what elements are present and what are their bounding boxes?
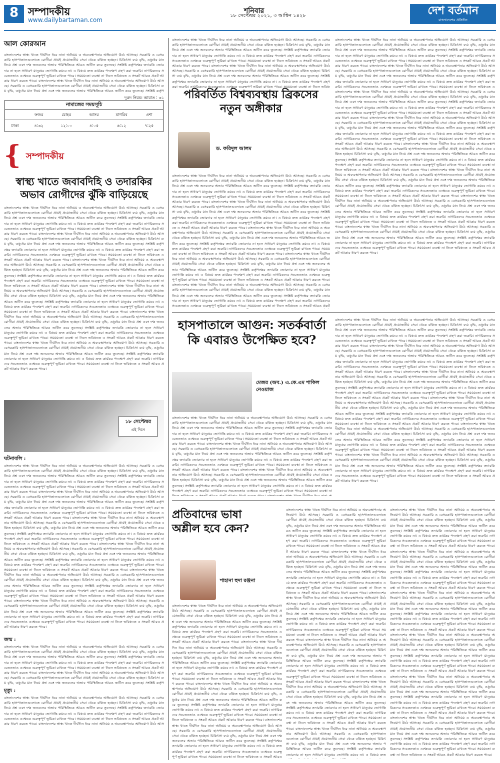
history-sub: এই দিনে: [131, 427, 145, 432]
header-day: শনিবার: [244, 6, 265, 15]
article1-body-2: বাংলাদেশের স্বাস্থ্য খাতে দীর্ঘদিন ধরে নানা অনিয়ম ও অব্যবস্থাপনার অভিযোগ উঠে আসছে। সরকারি ও বেসরকারি হাসপাতালগুলোতে রোগীরা প্রায়ই প্রয়োজনীয় সেবা থেকে বঞ্চিত হচ্ছেন। চিকিৎসা ব্যয় বৃদ্ধি, ওষুধের মান নিয়ে প্রশ্ন এবং দক্ষ জনবলের অভাব পরিস্থিতিকে আরও জটিল করে তুলেছে। সংশ্লিষ্ট কর্তৃপক্ষের তদারকি জোরদার না হলে সাধারণ মানুষের ভোগান্তি কমবে না। এ বিষয়ে দ্রুত কার্যকর পদক্ষেপ গ্রহণ করা জরুরি। নাগরিকদের সচেতনতাও এক্ষেত্রে গুরুত্বপূর্ণ ভূমিকা রাখতে পারে। সময়মতো ব্যবস্থা না নিলে ভবিষ্যতে এ সংকট আরও প্রকট আকার ধারণ করতে পারে। বাংলাদেশের স্বাস্থ্য খাতে দীর্ঘদিন ধরে নানা অনিয়ম ও অব্যবস্থাপনার অভিযোগ উঠে আসছে। সরকারি ও বেসরকারি হাসপাতালগুলোতে রোগীরা প্রায়ই প্রয়োজনীয় সেবা থেকে বঞ্চিত হচ্ছেন। চিকিৎসা ব্যয় বৃদ্ধি, ওষুধের মান নিয়ে প্রশ্ন এবং দক্ষ জনবলের অভাব পরিস্থিতিকে আরও জটিল করে তুলেছে। সংশ্লিষ্ট কর্তৃপক্ষের তদারকি জোরদার না হলে সাধারণ মানুষের ভোগান্তি কমবে না। এ বিষয়ে দ্রুত কার্যকর পদক্ষেপ গ্রহণ করা জরুরি। নাগরিকদের সচেতনতাও এক্ষেত্রে গুরুত্বপূর্ণ ভূমিকা রাখতে পারে। সময়মতো ব্যবস্থা না নিলে ভবিষ্যতে এ সংকট আরও প্রকট আকার ধারণ করতে পারে। বাংলাদেশের স্বাস্থ্য খাতে দীর্ঘদিন ধরে নানা অনিয়ম ও অব্যবস্থাপনার অভিযোগ উঠে আসছে। সরকারি ও বেসরকারি হাসপাতালগুলোতে রোগীরা প্রায়ই প্রয়োজনীয় সেবা থেকে বঞ্চিত হচ্ছেন। চিকিৎসা ব্যয় বৃদ্ধি, ওষুধের মান নিয়ে প্রশ্ন এবং দক্ষ জনবলের অভাব পরিস্থিতিকে আরও জটিল করে তুলেছে। সংশ্লিষ্ট কর্তৃপক্ষের তদারকি জোরদার না হলে সাধারণ মানুষের ভোগান্তি কমবে না। এ বিষয়ে দ্রুত কার্যকর পদক্ষেপ গ্রহণ করা জরুরি। নাগরিকদের সচেতনতাও এক্ষেত্রে গুরুত্বপূর্ণ ভূমিকা রাখতে পারে। সময়মতো ব্যবস্থা না নিলে ভবিষ্যতে এ সংকট আরও প্রকট আকার ধারণ করতে পারে। বাংলাদেশের স্বাস্থ্য খাতে দীর্ঘদিন ধরে নানা অনিয়ম ও অব্যবস্থাপনার অভিযোগ উঠে আসছে। সরকারি ও বেসরকারি হাসপাতালগুলোতে রোগীরা প্রায়ই প্রয়োজনীয় সেবা থেকে বঞ্চিত হচ্ছেন। চিকিৎসা ব্যয় বৃদ্ধি, ওষুধের মান নিয়ে প্রশ্ন এবং দক্ষ জনবলের অভাব পরিস্থিতিকে আরও জটিল করে তুলেছে। সংশ্লিষ্ট কর্তৃপক্ষের তদারকি জোরদার না হলে সাধারণ মানুষের ভোগান্তি কমবে না। এ বিষয়ে দ্রুত কার্যকর পদক্ষেপ গ্রহণ করা জরুরি। নাগরিকদের সচেতনতাও এক্ষেত্রে গুরুত্বপূর্ণ ভূমিকা রাখতে পারে। সময়মতো ব্যবস্থা না নিলে ভবিষ্যতে এ সংকট আরও প্রকট আকার ধারণ করতে পারে। বাংলাদেশের স্বাস্থ্য খাতে দীর্ঘদিন ধরে নানা অনিয়ম ও অব্যবস্থাপনার অভিযোগ উঠে আসছে। সরকারি ও বেসরকারি হাসপাতালগুলোতে রোগীরা প্রায়ই প্রয়োজনীয় সেবা থেকে বঞ্চিত হচ্ছেন। চিকিৎসা ব্যয় বৃদ্ধি, ওষুধের মান নিয়ে প্রশ্ন এবং দক্ষ জনবলের অভাব পরিস্থিতিকে আরও জটিল করে তুলেছে। সংশ্লিষ্ট কর্তৃপক্ষের তদারকি জোরদার না হলে সাধারণ মানুষের ভোগান্তি কমবে না। এ বিষয়ে দ্রুত কার্যকর পদক্ষেপ গ্রহণ করা জরুরি। নাগরিকদের সচেতনতাও এক্ষেত্রে গুরুত্বপূর্ণ ভূমিকা রাখতে পারে। সময়মতো ব্যবস্থা না নিলে ভবিষ্যতে এ সংকট আরও প্রকট আকার ধারণ করতে পারে। বাংলাদেশের স্বাস্থ্য খাতে দীর্ঘদিন ধরে নানা অনিয়ম ও অব্যবস্থাপনার অভিযোগ উঠে আসছে। সরকারি ও বেসরকারি হাসপাতালগুলোতে রোগীরা প্রায়ই প্রয়োজনীয় সেবা থেকে বঞ্চিত হচ্ছেন। চিকিৎসা ব্যয় বৃদ্ধি, ওষুধের মান নিয়ে প্রশ্ন এবং দক্ষ জনবলের অভাব পরিস্থিতিকে আরও জটিল করে তুলেছে। সংশ্লিষ্ট কর্তৃপক্ষের তদারকি জোরদার না হলে সাধারণ মানুষের ভোগান্তি কমবে না। এ বিষয়ে দ্রুত কার্যকর পদক্ষেপ গ্রহণ করা জরুরি। নাগরিকদের সচেতনতাও এক্ষেত্রে গুরুত্বপূর্ণ ভূমিকা রাখতে পারে। সময়মতো ব্যবস্থা না নিলে ভবিষ্যতে এ সংকট আরও প্রকট আকার ধারণ করতে পারে।: [335, 90, 495, 256]
article3-body-2: বাংলাদেশের স্বাস্থ্য খাতে দীর্ঘদিন ধরে নানা অনিয়ম ও অব্যবস্থাপনার অভিযোগ উঠে আসছে। সরকারি ও বেসরকারি হাসপাতালগুলোতে রোগীরা প্রায়ই প্রয়োজনীয় সেবা থেকে বঞ্চিত হচ্ছেন। চিকিৎসা ব্যয় বৃদ্ধি, ওষুধের মান নিয়ে প্রশ্ন এবং দক্ষ জনবলের অভাব পরিস্থিতিকে আরও জটিল করে তুলেছে। সংশ্লিষ্ট কর্তৃপক্ষের তদারকি জোরদার না হলে সাধারণ মানুষের ভোগান্তি কমবে না। এ বিষয়ে দ্রুত কার্যকর পদক্ষেপ গ্রহণ করা জরুরি। নাগরিকদের সচেতনতাও এক্ষেত্রে গুরুত্বপূর্ণ ভূমিকা রাখতে পারে। সময়মতো ব্যবস্থা না নিলে ভবিষ্যতে এ সংকট আরও প্রকট আকার ধারণ করতে পারে। বাংলাদেশের স্বাস্থ্য খাতে দীর্ঘদিন ধরে নানা অনিয়ম ও অব্যবস্থাপনার অভিযোগ উঠে আসছে। সরকারি ও বেসরকারি হাসপাতালগুলোতে রোগীরা প্রায়ই প্রয়োজনীয় সেবা থেকে বঞ্চিত হচ্ছেন। চিকিৎসা ব্যয় বৃদ্ধি, ওষুধের মান নিয়ে প্রশ্ন এবং দক্ষ জনবলের অভাব পরিস্থিতিকে আরও জটিল করে তুলেছে। সংশ্লিষ্ট কর্তৃপক্ষের তদারকি জোরদার না হলে সাধারণ মানুষের ভোগান্তি কমবে না। এ বিষয়ে দ্রুত কার্যকর পদক্ষেপ গ্রহণ করা জরুরি। নাগরিকদের সচেতনতাও এক্ষেত্রে গুরুত্বপূর্ণ ভূমিকা রাখতে পারে। সময়মতো ব্যবস্থা না নিলে ভবিষ্যতে এ সংকট আরও প্রকট আকার ধারণ করতে পারে। বাংলাদেশের স্বাস্থ্য খাতে দীর্ঘদিন ধরে নানা অনিয়ম ও অব্যবস্থাপনার অভিযোগ উঠে আসছে। সরকারি ও বেসরকারি হাসপাতালগুলোতে রোগীরা প্রায়ই প্রয়োজনীয় সেবা থেকে বঞ্চিত হচ্ছেন। চিকিৎসা ব্যয় বৃদ্ধি, ওষুধের মান নিয়ে প্রশ্ন এবং দক্ষ জনবলের অভাব পরিস্থিতিকে আরও জটিল করে তুলেছে। সংশ্লিষ্ট কর্তৃপক্ষের তদারকি জোরদার না হলে সাধারণ মানুষের ভোগান্তি কমবে না। এ বিষয়ে দ্রুত কার্যকর পদক্ষেপ গ্রহণ করা জরুরি। নাগরিকদের সচেতনতাও এক্ষেত্রে গুরুত্বপূর্ণ ভূমিকা রাখতে পারে। সময়মতো ব্যবস্থা না নিলে ভবিষ্যতে এ সংকট আরও প্রকট আকার ধারণ করতে পারে। বাংলাদেশের স্বাস্থ্য খাতে দীর্ঘদিন ধরে নানা অনিয়ম ও অব্যবস্থাপনার অভিযোগ উঠে আসছে। সরকারি ও বেসরকারি হাসপাতালগুলোতে রোগীরা প্রায়ই প্রয়োজনীয় সেবা থেকে বঞ্চিত হচ্ছেন। চিকিৎসা ব্যয় বৃদ্ধি, ওষুধের মান নিয়ে প্রশ্ন এবং দক্ষ জনবলের অভাব পরিস্থিতিকে আরও জটিল করে তুলেছে। সংশ্লিষ্ট কর্তৃপক্ষের তদারকি জোরদার না হলে সাধারণ মানুষের ভোগান্তি কমবে না। এ বিষয়ে দ্রুত কার্যকর পদক্ষেপ গ্রহণ করা জরুরি। নাগরিকদের সচেতনতাও এক্ষেত্রে গুরুত্বপূর্ণ ভূমিকা রাখতে পারে। সময়মতো ব্যবস্থা না নিলে ভবিষ্যতে এ সংকট আরও প্রকট আকার ধারণ করতে পারে। বাংলাদেশের স্বাস্থ্য খাতে দীর্ঘদিন ধরে নানা অনিয়ম ও অব্যবস্থাপনার অভিযোগ উঠে আসছে। সরকারি ও বেসরকারি হাসপাতালগুলোতে রোগীরা প্রায়ই প্রয়োজনীয় সেবা থেকে বঞ্চিত হচ্ছেন। চিকিৎসা ব্যয় বৃদ্ধি, ওষুধের মান নিয়ে প্রশ্ন এবং দক্ষ জনবলের অভাব পরিস্থিতিকে আরও জটিল করে তুলেছে। সংশ্লিষ্ট কর্তৃপক্ষের তদারকি জোরদার না হলে সাধারণ মানুষের ভোগান্তি কমবে না। এ বিষয়ে দ্রুত কার্যকর পদক্ষেপ গ্রহণ করা জরুরি। নাগরিকদের সচেতনতাও এক্ষেত্রে গুরুত্বপূর্ণ ভূমিকা রাখতে পারে। সময়মতো ব্যবস্থা না নিলে ভবিষ্যতে এ সংকট আরও প্রকট আকার ধারণ করতে পারে। বাংলাদেশের স্বাস্থ্য খাতে দীর্ঘদিন ধরে নানা অনিয়ম ও অব্যবস্থাপনার অভিযোগ উঠে আসছে। সরকারি ও বেসরকারি হাসপাতালগুলোতে রোগীরা প্রায়ই প্রয়োজনীয় সেবা থেকে বঞ্চিত হচ্ছেন। চিকিৎসা ব্যয় বৃদ্ধি, ওষুধের মান নিয়ে প্রশ্ন এবং দক্ষ জনবলের অভাব পরিস্থিতিকে আরও জটিল করে তুলেছে। সংশ্লিষ্ট কর্তৃপক্ষের তদারকি জোরদার না হলে সাধারণ মানুষের ভোগান্তি কমবে না। এ বিষয়ে দ্রুত: [286, 508, 386, 757]
author-name: ড. ফরিদুল আলম: [216, 146, 252, 152]
article3-author-photo: [180, 560, 216, 600]
column-rule: [168, 38, 169, 760]
article-top-text-2: বাংলাদেশের স্বাস্থ্য খাতে দীর্ঘদিন ধরে নানা অনিয়ম ও অব্যবস্থাপনার অভিযোগ উঠে আসছে। সরকারি ও বেসরকারি হাসপাতালগুলোতে রোগীরা প্রায়ই প্রয়োজনীয় সেবা থেকে বঞ্চিত হচ্ছেন। চিকিৎসা ব্যয় বৃদ্ধি, ওষুধের মান নিয়ে প্রশ্ন এবং দক্ষ জনবলের অভাব পরিস্থিতিকে আরও জটিল করে তুলেছে। সংশ্লিষ্ট কর্তৃপক্ষের তদারকি জোরদার না হলে সাধারণ মানুষের ভোগান্তি কমবে না। এ বিষয়ে দ্রুত কার্যকর পদক্ষেপ গ্রহণ করা জরুরি। নাগরিকদের সচেতনতাও এক্ষেত্রে গুরুত্বপূর্ণ ভূমিকা রাখতে পারে। সময়মতো ব্যবস্থা না নিলে ভবিষ্যতে এ সংকট আরও প্রকট আকার ধারণ করতে পারে। বাংলাদেশের স্বাস্থ্য খাতে দীর্ঘদিন ধরে নানা অনিয়ম ও অব্যবস্থাপনার অভিযোগ উঠে আসছে। সরকারি ও বেসরকারি হাসপাতালগুলোতে রোগীরা প্রায়ই প্রয়োজনীয় সেবা থেকে বঞ্চিত হচ্ছেন। চিকিৎসা ব্যয় বৃদ্ধি, ওষুধের মান নিয়ে প্রশ্ন এবং দক্ষ জনবলের অভাব পরিস্থিতিকে আরও জটিল করে তুলেছে। সংশ্লিষ্ট কর্তৃপক্ষের তদারকি জোরদার না হলে সাধারণ মানুষের ভোগান্তি কমবে না। এ বিষয়ে দ্রুত কার্যকর পদক্ষেপ গ্রহণ করা জরুরি। নাগরিকদের সচেতনতাও এক্ষেত্রে গুরুত্বপূর্ণ ভূমিকা রাখতে পারে। সময়মতো ব্যবস্থা না নিলে ভবিষ্যতে এ: [335, 38, 495, 88]
website-link[interactable]: www.dailybartaman.com: [28, 17, 103, 24]
prayer-header: যোহর: [61, 112, 72, 117]
article2-body-2: বাংলাদেশের স্বাস্থ্য খাতে দীর্ঘদিন ধরে নানা অনিয়ম ও অব্যবস্থাপনার অভিযোগ উঠে আসছে। সরকারি ও বেসরকারি হাসপাতালগুলোতে রোগীরা প্রায়ই প্রয়োজনীয় সেবা থেকে বঞ্চিত হচ্ছেন। চিকিৎসা ব্যয় বৃদ্ধি, ওষুধের মান নিয়ে প্রশ্ন এবং দক্ষ জনবলের অভাব পরিস্থিতিকে আরও জটিল করে তুলেছে। সংশ্লিষ্ট কর্তৃপক্ষের তদারকি জোরদার না হলে সাধারণ মানুষের ভোগান্তি কমবে না। এ বিষয়ে দ্রুত কার্যকর পদক্ষেপ গ্রহণ করা জরুরি। নাগরিকদের সচেতনতাও এক্ষেত্রে গুরুত্বপূর্ণ ভূমিকা রাখতে পারে। সময়মতো ব্যবস্থা না নিলে ভবিষ্যতে এ সংকট আরও প্রকট আকার ধারণ করতে পারে। বাংলাদেশের স্বাস্থ্য খাতে দীর্ঘদিন ধরে নানা অনিয়ম ও অব্যবস্থাপনার অভিযোগ উঠে আসছে। সরকারি ও বেসরকারি হাসপাতালগুলোতে রোগীরা প্রায়ই প্রয়োজনীয় সেবা থেকে বঞ্চিত হচ্ছেন। চিকিৎসা ব্যয় বৃদ্ধি, ওষুধের মান নিয়ে প্রশ্ন এবং দক্ষ জনবলের অভাব পরিস্থিতিকে আরও জটিল করে তুলেছে। সংশ্লিষ্ট কর্তৃপক্ষের তদারকি জোরদার না হলে সাধারণ মানুষের ভোগান্তি কমবে না। এ বিষয়ে দ্রুত কার্যকর পদক্ষেপ গ্রহণ করা জরুরি। নাগরিকদের সচেতনতাও এক্ষেত্রে গুরুত্বপূর্ণ ভূমিকা রাখতে পারে। সময়মতো ব্যবস্থা না নিলে ভবিষ্যতে এ সংকট আরও প্রকট আকার ধারণ করতে পারে। বাংলাদেশের স্বাস্থ্য খাতে দীর্ঘদিন ধরে নানা অনিয়ম ও অব্যবস্থাপনার অভিযোগ উঠে আসছে। সরকারি ও বেসরকারি হাসপাতালগুলোতে রোগীরা প্রায়ই প্রয়োজনীয় সেবা থেকে বঞ্চিত হচ্ছেন। চিকিৎসা ব্যয় বৃদ্ধি, ওষুধের মান নিয়ে প্রশ্ন এবং দক্ষ জনবলের অভাব পরিস্থিতিকে আরও জটিল করে তুলেছে। সংশ্লিষ্ট কর্তৃপক্ষের তদারকি জোরদার না হলে সাধারণ মানুষের ভোগান্তি কমবে না। এ বিষয়ে দ্রুত কার্যকর পদক্ষেপ গ্রহণ করা জরুরি। নাগরিকদের সচেতনতাও এক্ষেত্রে গুরুত্বপূর্ণ ভূমিকা রাখতে পারে। সময়মতো ব্যবস্থা না নিলে ভবিষ্যতে এ সংকট আরও প্রকট আকার ধারণ করতে পারে। বাংলাদেশের স্বাস্থ্য খাতে দীর্ঘদিন ধরে নানা অনিয়ম ও অব্যবস্থাপনার অভিযোগ উঠে আসছে। সরকারি ও বেসরকারি হাসপাতালগুলোতে রোগীরা প্রায়ই প্রয়োজনীয় সেবা থেকে বঞ্চিত হচ্ছেন। চিকিৎসা ব্যয় বৃদ্ধি, ওষুধের মান নিয়ে প্রশ্ন এবং দক্ষ জনবলের অভাব পরিস্থিতিকে আরও জটিল করে তুলেছে। সংশ্লিষ্ট কর্তৃপক্ষের তদারকি জোরদার না হলে সাধারণ মানুষের ভোগান্তি কমবে না। এ বিষয়ে দ্রুত কার্যকর পদক্ষেপ গ্রহণ করা জরুরি। নাগরিকদের সচেতনতাও এক্ষেত্রে গুরুত্বপূর্ণ ভূমিকা রাখতে পারে। সময়মতো ব্যবস্থা না নিলে ভবিষ্যতে এ সংকট আরও প্রকট আকার ধারণ করতে পারে। বাংলাদেশের স্বাস্থ্য খাতে দীর্ঘদিন ধরে নানা অনিয়ম ও অব্যবস্থাপনার অভিযোগ উঠে আসছে। সরকারি ও বেসরকারি হাসপাতালগুলোতে রোগীরা প্রায়ই প্রয়োজনীয় সেবা থেকে বঞ্চিত হচ্ছেন। চিকিৎসা ব্যয় বৃদ্ধি, ওষুধের মান নিয়ে প্রশ্ন এবং দক্ষ জনবলের অভাব পরিস্থিতিকে আরও জটিল করে তুলেছে। সংশ্লিষ্ট কর্তৃপক্ষের তদারকি জোরদার না হলে সাধারণ মানুষের ভোগান্তি কমবে না। এ বিষয়ে দ্রুত কার্যকর পদক্ষেপ গ্রহণ করা জরুরি। নাগরিকদের সচেতনতাও এক্ষেত্রে গুরুত্বপূর্ণ ভূমিকা রাখতে পারে। সময়মতো ব্যবস্থা না নিলে ভবিষ্যতে এ সংকট আরও প্রকট আকার ধারণ করতে পারে। বাংলাদেশের স্বাস্থ্য খাতে দীর্ঘদিন ধরে নানা অনিয়ম ও অব্যবস্থাপনার অভিযোগ উঠে আসছে। সরকারি ও বেসরকারি হাসপাতালগুলোতে রোগীরা প্রায়ই প্রয়োজনীয় সেবা থেকে বঞ্চিত হচ্ছেন। চিকিৎসা ব্যয় বৃদ্ধি, ওষুধের মান নিয়ে প্রশ্ন এবং দক্ষ জনবলের অভাব পরিস্থিতিকে আরও জটিল করে তুলেছে। সংশ্লিষ্ট কর্তৃপক্ষের তদারকি জোরদার না হলে সাধারণ মানুষের ভোগান্তি কমবে না। এ বিষয়ে দ্রুত কার্যকর পদক্ষেপ গ্রহণ করা জরুরি। নাগরিকদের সচেতনতাও এক্ষেত্রে গুরুত্বপূর্ণ ভূমিকা রাখতে পারে। সময়মতো ব্যবস্থা না নিলে ভবিষ্যতে এ সংকট আরও প্রকট আকার ধারণ করতে পারে।: [335, 318, 495, 484]
article3-body: বাংলাদেশের স্বাস্থ্য খাতে দীর্ঘদিন ধরে নানা অনিয়ম ও অব্যবস্থাপনার অভিযোগ উঠে আসছে। সরকারি ও বেসরকারি হাসপাতালগুলোতে রোগীরা প্রায়ই প্রয়োজনীয় সেবা থেকে বঞ্চিত হচ্ছেন। চিকিৎসা ব্যয় বৃদ্ধি, ওষুধের মান নিয়ে প্রশ্ন এবং দক্ষ জনবলের অভাব পরিস্থিতিকে আরও জটিল করে তুলেছে। সংশ্লিষ্ট কর্তৃপক্ষের তদারকি জোরদার না হলে সাধারণ মানুষের ভোগান্তি কমবে না। এ বিষয়ে দ্রুত কার্যকর পদক্ষেপ গ্রহণ করা জরুরি। নাগরিকদের সচেতনতাও এক্ষেত্রে গুরুত্বপূর্ণ ভূমিকা রাখতে পারে। সময়মতো ব্যবস্থা না নিলে ভবিষ্যতে এ সংকট আরও প্রকট আকার ধারণ করতে পারে। বাংলাদেশের স্বাস্থ্য খাতে দীর্ঘদিন ধরে নানা অনিয়ম ও অব্যবস্থাপনার অভিযোগ উঠে আসছে। সরকারি ও বেসরকারি হাসপাতালগুলোতে রোগীরা প্রায়ই প্রয়োজনীয় সেবা থেকে বঞ্চিত হচ্ছেন। চিকিৎসা ব্যয় বৃদ্ধি, ওষুধের মান নিয়ে প্রশ্ন এবং দক্ষ জনবলের অভাব পরিস্থিতিকে আরও জটিল করে তুলেছে। সংশ্লিষ্ট কর্তৃপক্ষের তদারকি জোরদার না হলে সাধারণ মানুষের ভোগান্তি কমবে না। এ বিষয়ে দ্রুত কার্যকর পদক্ষেপ গ্রহণ করা জরুরি। নাগরিকদের সচেতনতাও এক্ষেত্রে গুরুত্বপূর্ণ ভূমিকা রাখতে পারে। সময়মতো ব্যবস্থা না নিলে ভবিষ্যতে এ সংকট আরও প্রকট আকার ধারণ করতে পারে। বাংলাদেশের স্বাস্থ্য খাতে দীর্ঘদিন ধরে নানা অনিয়ম ও অব্যবস্থাপনার অভিযোগ উঠে আসছে। সরকারি ও বেসরকারি হাসপাতালগুলোতে রোগীরা প্রায়ই প্রয়োজনীয় সেবা থেকে বঞ্চিত হচ্ছেন। চিকিৎসা ব্যয় বৃদ্ধি, ওষুধের মান নিয়ে প্রশ্ন এবং দক্ষ জনবলের অভাব পরিস্থিতিকে আরও জটিল করে তুলেছে। সংশ্লিষ্ট কর্তৃপক্ষের তদারকি জোরদার না হলে সাধারণ মানুষের ভোগান্তি কমবে না। এ বিষয়ে দ্রুত কার্যকর পদক্ষেপ গ্রহণ করা জরুরি। নাগরিকদের সচেতনতাও এক্ষেত্রে গুরুত্বপূর্ণ ভূমিকা রাখতে পারে। সময়মতো ব্যবস্থা না নিলে ভবিষ্যতে এ সংকট আরও প্রকট আকার ধারণ করতে পারে। বাংলাদেশের স্বাস্থ্য খাতে দীর্ঘদিন ধরে নানা অনিয়ম ও অব্যবস্থাপনার অভিযোগ উঠে আসছে। সরকারি ও বেসরকারি হাসপাতালগুলোতে রোগীরা প্রায়ই প্রয়োজনীয় সেবা থেকে বঞ্চিত হচ্ছেন। চিকিৎসা ব্যয় বৃদ্ধি, ওষুধের মান নিয়ে প্রশ্ন এবং দক্ষ জনবলের অভাব পরিস্থিতিকে আরও জটিল করে তুলেছে। সংশ্লিষ্ট কর্তৃপক্ষের তদারকি জোরদার না হলে সাধারণ মানুষের ভোগান্তি কমবে না। এ বিষয়ে দ্রুত কার্যকর পদক্ষেপ গ্রহণ করা জরুরি। নাগরিকদের সচেতনতাও এক্ষেত্রে গুরুত্বপূর্ণ ভূমিকা রাখতে পারে। সময়মতো ব্যবস্থা না নিলে ভবিষ্যতে এ সংকট আরও: [172, 604, 282, 759]
prayer-corner: [5, 110, 25, 119]
prayer-time: ৪:০৫: [89, 123, 99, 128]
prayer-header: মাগরিব: [115, 112, 128, 117]
section-title: সম্পাদকীয়: [28, 7, 71, 18]
article3-headline-box: [172, 508, 272, 558]
prayer-time: ৪:৩২: [34, 123, 44, 128]
calendar-banner: [4, 400, 164, 452]
article2-photo: [172, 372, 252, 412]
editorial-body: বাংলাদেশের স্বাস্থ্য খাতে দীর্ঘদিন ধরে নানা অনিয়ম ও অব্যবস্থাপনার অভিযোগ উঠে আসছে। সরকারি ও বেসরকারি হাসপাতালগুলোতে রোগীরা প্রায়ই প্রয়োজনীয় সেবা থেকে বঞ্চিত হচ্ছেন। চিকিৎসা ব্যয় বৃদ্ধি, ওষুধের মান নিয়ে প্রশ্ন এবং দক্ষ জনবলের অভাব পরিস্থিতিকে আরও জটিল করে তুলেছে। সংশ্লিষ্ট কর্তৃপক্ষের তদারকি জোরদার না হলে সাধারণ মানুষের ভোগান্তি কমবে না। এ বিষয়ে দ্রুত কার্যকর পদক্ষেপ গ্রহণ করা জরুরি। নাগরিকদের সচেতনতাও এক্ষেত্রে গুরুত্বপূর্ণ ভূমিকা রাখতে পারে। সময়মতো ব্যবস্থা না নিলে ভবিষ্যতে এ সংকট আরও প্রকট আকার ধারণ করতে পারে। বাংলাদেশের স্বাস্থ্য খাতে দীর্ঘদিন ধরে নানা অনিয়ম ও অব্যবস্থাপনার অভিযোগ উঠে আসছে। সরকারি ও বেসরকারি হাসপাতালগুলোতে রোগীরা প্রায়ই প্রয়োজনীয় সেবা থেকে বঞ্চিত হচ্ছেন। চিকিৎসা ব্যয় বৃদ্ধি, ওষুধের মান নিয়ে প্রশ্ন এবং দক্ষ জনবলের অভাব পরিস্থিতিকে আরও জটিল করে তুলেছে। সংশ্লিষ্ট কর্তৃপক্ষের তদারকি জোরদার না হলে সাধারণ মানুষের ভোগান্তি কমবে না। এ বিষয়ে দ্রুত কার্যকর পদক্ষেপ গ্রহণ করা জরুরি। নাগরিকদের সচেতনতাও এক্ষেত্রে গুরুত্বপূর্ণ ভূমিকা রাখতে পারে। সময়মতো ব্যবস্থা না নিলে ভবিষ্যতে এ সংকট আরও প্রকট আকার ধারণ করতে পারে। বাংলাদেশের স্বাস্থ্য খাতে দীর্ঘদিন ধরে নানা অনিয়ম ও অব্যবস্থাপনার অভিযোগ উঠে আসছে। সরকারি ও বেসরকারি হাসপাতালগুলোতে রোগীরা প্রায়ই প্রয়োজনীয় সেবা থেকে বঞ্চিত হচ্ছেন। চিকিৎসা ব্যয় বৃদ্ধি, ওষুধের মান নিয়ে প্রশ্ন এবং দক্ষ জনবলের অভাব পরিস্থিতিকে আরও জটিল করে তুলেছে। সংশ্লিষ্ট কর্তৃপক্ষের তদারকি জোরদার না হলে সাধারণ মানুষের ভোগান্তি কমবে না। এ বিষয়ে দ্রুত কার্যকর পদক্ষেপ গ্রহণ করা জরুরি। নাগরিকদের সচেতনতাও এক্ষেত্রে গুরুত্বপূর্ণ ভূমিকা রাখতে পারে। সময়মতো ব্যবস্থা না নিলে ভবিষ্যতে এ সংকট আরও প্রকট আকার ধারণ করতে পারে। বাংলাদেশের স্বাস্থ্য খাতে দীর্ঘদিন ধরে নানা অনিয়ম ও অব্যবস্থাপনার অভিযোগ উঠে আসছে। সরকারি ও বেসরকারি হাসপাতালগুলোতে রোগীরা প্রায়ই প্রয়োজনীয় সেবা থেকে বঞ্চিত হচ্ছেন। চিকিৎসা ব্যয় বৃদ্ধি, ওষুধের মান নিয়ে প্রশ্ন এবং দক্ষ জনবলের অভাব পরিস্থিতিকে আরও জটিল করে তুলেছে। সংশ্লিষ্ট কর্তৃপক্ষের তদারকি জোরদার না হলে সাধারণ মানুষের ভোগান্তি কমবে না। এ বিষয়ে দ্রুত কার্যকর পদক্ষেপ গ্রহণ করা জরুরি। নাগরিকদের সচেতনতাও এক্ষেত্রে গুরুত্বপূর্ণ ভূমিকা রাখতে পারে। সময়মতো ব্যবস্থা না নিলে ভবিষ্যতে এ সংকট আরও প্রকট আকার ধারণ করতে পারে। বাংলাদেশের স্বাস্থ্য খাতে দীর্ঘদিন ধরে নানা অনিয়ম ও অব্যবস্থাপনার অভিযোগ উঠে আসছে। সরকারি ও বেসরকারি হাসপাতালগুলোতে রোগীরা প্রায়ই প্রয়োজনীয় সেবা থেকে বঞ্চিত হচ্ছেন। চিকিৎসা ব্যয় বৃদ্ধি, ওষুধের মান নিয়ে প্রশ্ন এবং দক্ষ জনবলের অভাব পরিস্থিতিকে আরও জটিল করে তুলেছে। সংশ্লিষ্ট কর্তৃপক্ষের তদারকি জোরদার না হলে সাধারণ মানুষের ভোগান্তি কমবে না। এ বিষয়ে দ্রুত কার্যকর পদক্ষেপ গ্রহণ করা জরুরি। নাগরিকদের সচেতনতাও এক্ষেত্রে গুরুত্বপূর্ণ ভূমিকা রাখতে পারে। সময়মতো ব্যবস্থা না নিলে ভবিষ্যতে এ সংকট আরও প্রকট আকার ধারণ করতে পারে। বাংলাদেশের স্বাস্থ্য খাতে দীর্ঘদিন ধরে নানা অনিয়ম ও অব্যবস্থাপনার অভিযোগ উঠে আসছে। সরকারি ও বেসরকারি হাসপাতালগুলোতে রোগীরা প্রায়ই প্রয়োজনীয় সেবা থেকে বঞ্চিত হচ্ছেন। চিকিৎসা ব্যয় বৃদ্ধি, ওষুধের মান নিয়ে প্রশ্ন এবং দক্ষ জনবলের অভাব পরিস্থিতিকে আরও জটিল করে তুলেছে। সংশ্লিষ্ট কর্তৃপক্ষের তদারকি জোরদার না হলে সাধারণ মানুষের ভোগান্তি কমবে না। এ বিষয়ে দ্রুত কার্যকর পদক্ষেপ গ্রহণ করা জরুরি। নাগরিকদের সচেতনতাও এক্ষেত্রে গুরুত্বপূর্ণ ভূমিকা রাখতে পারে। সময়মতো ব্যবস্থা না নিলে ভবিষ্যতে এ সংকট আরও প্রকট আকার ধারণ করতে পারে।: [4, 206, 164, 372]
brand-logo: দেশ বর্তমান: [427, 4, 479, 17]
prayer-time: ৭:২৫: [144, 123, 154, 128]
header-date: ১৮ সেপ্টেম্বর ২০২১, ৩ আশ্বিন ১৪২৮: [230, 13, 306, 19]
article2-headline-box: [172, 318, 332, 368]
prayer-header: আসর: [89, 112, 99, 117]
calendar-tag: [118, 416, 158, 437]
history-date: ১৮ সেপ্টেম্বর: [125, 419, 151, 425]
history-sidebar: [4, 400, 164, 760]
prayer-time: ৬:১২: [117, 123, 127, 128]
brand-tagline: বাংলাদেশের প্রতিদিন: [438, 18, 468, 22]
article2-author: মেজর (অব.) এ.কে.এম শাকিল নেওয়াজ: [256, 380, 320, 393]
quote-title: আল কোরআন: [4, 39, 46, 48]
header-rule: [4, 30, 496, 31]
prayer-table: [4, 100, 164, 132]
prayer-header: এশা: [145, 112, 153, 117]
article3-body-3: বাংলাদেশের স্বাস্থ্য খাতে দীর্ঘদিন ধরে নানা অনিয়ম ও অব্যবস্থাপনার অভিযোগ উঠে আসছে। সরকারি ও বেসরকারি হাসপাতালগুলোতে রোগীরা প্রায়ই প্রয়োজনীয় সেবা থেকে বঞ্চিত হচ্ছেন। চিকিৎসা ব্যয় বৃদ্ধি, ওষুধের মান নিয়ে প্রশ্ন এবং দক্ষ জনবলের অভাব পরিস্থিতিকে আরও জটিল করে তুলেছে। সংশ্লিষ্ট কর্তৃপক্ষের তদারকি জোরদার না হলে সাধারণ মানুষের ভোগান্তি কমবে না। এ বিষয়ে দ্রুত কার্যকর পদক্ষেপ গ্রহণ করা জরুরি। নাগরিকদের সচেতনতাও এক্ষেত্রে গুরুত্বপূর্ণ ভূমিকা রাখতে পারে। সময়মতো ব্যবস্থা না নিলে ভবিষ্যতে এ সংকট আরও প্রকট আকার ধারণ করতে পারে। বাংলাদেশের স্বাস্থ্য খাতে দীর্ঘদিন ধরে নানা অনিয়ম ও অব্যবস্থাপনার অভিযোগ উঠে আসছে। সরকারি ও বেসরকারি হাসপাতালগুলোতে রোগীরা প্রায়ই প্রয়োজনীয় সেবা থেকে বঞ্চিত হচ্ছেন। চিকিৎসা ব্যয় বৃদ্ধি, ওষুধের মান নিয়ে প্রশ্ন এবং দক্ষ জনবলের অভাব পরিস্থিতিকে আরও জটিল করে তুলেছে। সংশ্লিষ্ট কর্তৃপক্ষের তদারকি জোরদার না হলে সাধারণ মানুষের ভোগান্তি কমবে না। এ বিষয়ে দ্রুত কার্যকর পদক্ষেপ গ্রহণ করা জরুরি। নাগরিকদের সচেতনতাও এক্ষেত্রে গুরুত্বপূর্ণ ভূমিকা রাখতে পারে। সময়মতো ব্যবস্থা না নিলে ভবিষ্যতে এ সংকট আরও প্রকট আকার ধারণ করতে পারে। বাংলাদেশের স্বাস্থ্য খাতে দীর্ঘদিন ধরে নানা অনিয়ম ও অব্যবস্থাপনার অভিযোগ উঠে আসছে। সরকারি ও বেসরকারি হাসপাতালগুলোতে রোগীরা প্রায়ই প্রয়োজনীয় সেবা থেকে বঞ্চিত হচ্ছেন। চিকিৎসা ব্যয় বৃদ্ধি, ওষুধের মান নিয়ে প্রশ্ন এবং দক্ষ জনবলের অভাব পরিস্থিতিকে আরও জটিল করে তুলেছে। সংশ্লিষ্ট কর্তৃপক্ষের তদারকি জোরদার না হলে সাধারণ মানুষের ভোগান্তি কমবে না। এ বিষয়ে দ্রুত কার্যকর পদক্ষেপ গ্রহণ করা জরুরি। নাগরিকদের সচেতনতাও এক্ষেত্রে গুরুত্বপূর্ণ ভূমিকা রাখতে পারে। সময়মতো ব্যবস্থা না নিলে ভবিষ্যতে এ সংকট আরও প্রকট আকার ধারণ করতে পারে। বাংলাদেশের স্বাস্থ্য খাতে দীর্ঘদিন ধরে নানা অনিয়ম ও অব্যবস্থাপনার অভিযোগ উঠে আসছে। সরকারি ও বেসরকারি হাসপাতালগুলোতে রোগীরা প্রায়ই প্রয়োজনীয় সেবা থেকে বঞ্চিত হচ্ছেন। চিকিৎসা ব্যয় বৃদ্ধি, ওষুধের মান নিয়ে প্রশ্ন এবং দক্ষ জনবলের অভাব পরিস্থিতিকে আরও জটিল করে তুলেছে। সংশ্লিষ্ট কর্তৃপক্ষের তদারকি জোরদার না হলে সাধারণ মানুষের ভোগান্তি কমবে না। এ বিষয়ে দ্রুত কার্যকর পদক্ষেপ গ্রহণ করা জরুরি। নাগরিকদের সচেতনতাও এক্ষেত্রে গুরুত্বপূর্ণ ভূমিকা রাখতে পারে। সময়মতো ব্যবস্থা না নিলে ভবিষ্যতে এ সংকট আরও প্রকট আকার ধারণ করতে পারে। বাংলাদেশের স্বাস্থ্য খাতে দীর্ঘদিন ধরে নানা অনিয়ম ও অব্যবস্থাপনার অভিযোগ উঠে আসছে। সরকারি ও বেসরকারি হাসপাতালগুলোতে রোগীরা প্রায়ই প্রয়োজনীয় সেবা থেকে বঞ্চিত হচ্ছেন। চিকিৎসা ব্যয় বৃদ্ধি, ওষুধের মান নিয়ে প্রশ্ন এবং দক্ষ জনবলের অভাব পরিস্থিতিকে আরও জটিল করে তুলেছে। সংশ্লিষ্ট কর্তৃপক্ষের তদারকি জোরদার না হলে সাধারণ মানুষের ভোগান্তি কমবে না। এ বিষয়ে দ্রুত কার্যকর পদক্ষেপ গ্রহণ করা জরুরি। নাগরিকদের সচেতনতাও এক্ষেত্রে গুরুত্বপূর্ণ ভূমিকা রাখতে পারে। সময়মতো ব্যবস্থা না নিলে ভবিষ্যতে এ সংকট আরও প্রকট আকার ধারণ করতে পারে। বাংলাদেশের স্বাস্থ্য খাতে দীর্ঘদিন ধরে নানা অনিয়ম ও অব্যবস্থাপনার অভিযোগ উঠে আসছে। সরকারি ও বেসরকারি হাসপাতালগুলোতে রোগীরা প্রায়ই প্রয়োজনীয় সেবা থেকে বঞ্চিত হচ্ছেন। চিকিৎসা ব্যয় বৃদ্ধি, ওষুধের মান নিয়ে প্রশ্ন এবং দক্ষ জনবলের অভাব পরিস্থিতিকে আরও জটিল করে তুলেছে। সংশ্লিষ্ট কর্তৃপক্ষের তদারকি জোরদার না হলে সাধারণ মানুষের ভোগান্তি কমবে না। এ বিষয়ে দ্রুত কার্যকর পদক্ষেপ গ্রহণ করা জরুরি। নাগরিকদের সচেতনতাও এক্ষেত্রে গুরুত্বপূর্ণ ভূমিকা রাখতে পারে। সময়মতো ব্যবস্থা না নিলে ভবিষ্যতে এ সংকট আরও প্রকট আকার ধারণ করতে পারে।: [390, 508, 495, 757]
prayer-row-label: ঢাকা: [11, 123, 19, 128]
article2-headline: হাসপাতালে আগুন: সতর্কবার্তা কি এবারও উপেক্ষিত হবে?: [177, 318, 327, 347]
quote-text: বাংলাদেশের স্বাস্থ্য খাতে দীর্ঘদিন ধরে নানা অনিয়ম ও অব্যবস্থাপনার অভিযোগ উঠে আসছে। সরকারি ও বেসরকারি হাসপাতালগুলোতে রোগীরা প্রায়ই প্রয়োজনীয় সেবা থেকে বঞ্চিত হচ্ছেন। চিকিৎসা ব্যয় বৃদ্ধি, ওষুধের মান নিয়ে প্রশ্ন এবং দক্ষ জনবলের অভাব পরিস্থিতিকে আরও জটিল করে তুলেছে। সংশ্লিষ্ট কর্তৃপক্ষের তদারকি জোরদার না হলে সাধারণ মানুষের ভোগান্তি কমবে না। এ বিষয়ে দ্রুত কার্যকর পদক্ষেপ গ্রহণ করা জরুরি। নাগরিকদের সচেতনতাও এক্ষেত্রে গুরুত্বপূর্ণ ভূমিকা রাখতে পারে। সময়মতো ব্যবস্থা না নিলে ভবিষ্যতে এ সংকট আরও প্রকট আকার ধারণ করতে পারে। বাংলাদেশের স্বাস্থ্য খাতে দীর্ঘদিন ধরে নানা অনিয়ম ও অব্যবস্থাপনার অভিযোগ উঠে আসছে। সরকারি ও বেসরকারি হাসপাতালগুলোতে রোগীরা প্রায়ই প্রয়োজনীয় সেবা থেকে বঞ্চিত হচ্ছেন। চিকিৎসা ব্যয় বৃদ্ধি, ওষুধের মান নিয়ে প্রশ্ন এবং দক্ষ জনবলের অভাব পরিস্থিতিকে আরও জটিল করে তুলেছে। সংশ্লিষ্ট কর্তৃপ: [4, 53, 164, 93]
deaths-heading: মৃত্যু :: [4, 688, 16, 694]
editorial-mark: {: [4, 141, 21, 171]
article-top-text-1: বাংলাদেশের স্বাস্থ্য খাতে দীর্ঘদিন ধরে নানা অনিয়ম ও অব্যবস্থাপনার অভিযোগ উঠে আসছে। সরকারি ও বেসরকারি হাসপাতালগুলোতে রোগীরা প্রায়ই প্রয়োজনীয় সেবা থেকে বঞ্চিত হচ্ছেন। চিকিৎসা ব্যয় বৃদ্ধি, ওষুধের মান নিয়ে প্রশ্ন এবং দক্ষ জনবলের অভাব পরিস্থিতিকে আরও জটিল করে তুলেছে। সংশ্লিষ্ট কর্তৃপক্ষের তদারকি জোরদার না হলে সাধারণ মানুষের ভোগান্তি কমবে না। এ বিষয়ে দ্রুত কার্যকর পদক্ষেপ গ্রহণ করা জরুরি। নাগরিকদের সচেতনতাও এক্ষেত্রে গুরুত্বপূর্ণ ভূমিকা রাখতে পারে। সময়মতো ব্যবস্থা না নিলে ভবিষ্যতে এ সংকট আরও প্রকট আকার ধারণ করতে পারে। বাংলাদেশের স্বাস্থ্য খাতে দীর্ঘদিন ধরে নানা অনিয়ম ও অব্যবস্থাপনার অভিযোগ উঠে আসছে। সরকারি ও বেসরকারি হাসপাতালগুলোতে রোগীরা প্রায়ই প্রয়োজনীয় সেবা থেকে বঞ্চিত হচ্ছেন। চিকিৎসা ব্যয় বৃদ্ধি, ওষুধের মান নিয়ে প্রশ্ন এবং দক্ষ জনবলের অভাব পরিস্থিতিকে আরও জটিল করে তুলেছে। সংশ্লিষ্ট কর্তৃপক্ষের তদারকি জোরদার না হলে সাধারণ মানুষের ভোগান্তি কমবে না। এ বিষয়ে দ্রুত কার্যকর পদক্ষেপ গ্রহণ করা জরুরি। নাগরিকদের সচেতনতাও এক্ষেত্রে গুরুত্বপূর্ণ ভূমিকা রাখতে পারে। সময়মতো ব্যবস্থা না নিলে ভবিষ্য: [172, 38, 330, 88]
editorial-label: সম্পাদকীয়: [26, 151, 64, 162]
events-list: বাংলাদেশের স্বাস্থ্য খাতে দীর্ঘদিন ধরে নানা অনিয়ম ও অব্যবস্থাপনার অভিযোগ উঠে আসছে। সরকারি ও বেসরকারি হাসপাতালগুলোতে রোগীরা প্রায়ই প্রয়োজনীয় সেবা থেকে বঞ্চিত হচ্ছেন। চিকিৎসা ব্যয় বৃদ্ধি, ওষুধের মান নিয়ে প্রশ্ন এবং দক্ষ জনবলের অভাব পরিস্থিতিকে আরও জটিল করে তুলেছে। সংশ্লিষ্ট কর্তৃপক্ষের তদারকি জোরদার না হলে সাধারণ মানুষের ভোগান্তি কমবে না। এ বিষয়ে দ্রুত কার্যকর পদক্ষেপ গ্রহণ করা জরুরি। নাগরিকদের সচেতনতাও এক্ষেত্রে গুরুত্বপূর্ণ ভূমিকা রাখতে পারে। সময়মতো ব্যবস্থা না নিলে ভবিষ্যতে এ সংকট আরও প্রকট আকার ধারণ করতে পারে। বাংলাদেশের স্বাস্থ্য খাতে দীর্ঘদিন ধরে নানা অনিয়ম ও অব্যবস্থাপনার অভিযোগ উঠে আসছে। সরকারি ও বেসরকারি হাসপাতালগুলোতে রোগীরা প্রায়ই প্রয়োজনীয় সেবা থেকে বঞ্চিত হচ্ছেন। চিকিৎসা ব্যয় বৃদ্ধি, ওষুধের মান নিয়ে প্রশ্ন এবং দক্ষ জনবলের অভাব পরিস্থিতিকে আরও জটিল করে তুলেছে। সংশ্লিষ্ট কর্তৃপক্ষের তদারকি জোরদার না হলে সাধারণ মানুষের ভোগান্তি কমবে না। এ বিষয়ে দ্রুত কার্যকর পদক্ষেপ গ্রহণ করা জরুরি। নাগরিকদের সচেতনতাও এক্ষেত্রে গুরুত্বপূর্ণ ভূমিকা রাখতে পারে। সময়মতো ব্যবস্থা না নিলে ভবিষ্যতে এ সংকট আরও প্রকট আকার ধারণ করতে পারে। বাংলাদেশের স্বাস্থ্য খাতে দীর্ঘদিন ধরে নানা অনিয়ম ও অব্যবস্থাপনার অভিযোগ উঠে আসছে। সরকারি ও বেসরকারি হাসপাতালগুলোতে রোগীরা প্রায়ই প্রয়োজনীয় সেবা থেকে বঞ্চিত হচ্ছেন। চিকিৎসা ব্যয় বৃদ্ধি, ওষুধের মান নিয়ে প্রশ্ন এবং দক্ষ জনবলের অভাব পরিস্থিতিকে আরও জটিল করে তুলেছে। সংশ্লিষ্ট কর্তৃপক্ষের তদারকি জোরদার না হলে সাধারণ মানুষের ভোগান্তি কমবে না। এ বিষয়ে দ্রুত কার্যকর পদক্ষেপ গ্রহণ করা জরুরি। নাগরিকদের সচেতনতাও এক্ষেত্রে গুরুত্বপূর্ণ ভূমিকা রাখতে পারে। সময়মতো ব্যবস্থা না নিলে ভবিষ্যতে এ সংকট আরও প্রকট আকার ধারণ করতে পারে। বাংলাদেশের স্বাস্থ্য খাতে দীর্ঘদিন ধরে নানা অনিয়ম ও অব্যবস্থাপনার অভিযোগ উঠে আসছে। সরকারি ও বেসরকারি হাসপাতালগুলোতে রোগীরা প্রায়ই প্রয়োজনীয় সেবা থেকে বঞ্চিত হচ্ছেন। চিকিৎসা ব্যয় বৃদ্ধি, ওষুধের মান নিয়ে প্রশ্ন এবং দক্ষ জনবলের অভাব পরিস্থিতিকে আরও জটিল করে তুলেছে। সংশ্লিষ্ট কর্তৃপক্ষের তদারকি জোরদার না হলে সাধারণ মানুষের ভোগান্তি কমবে না। এ বিষয়ে দ্রুত কার্যকর পদক্ষেপ গ্রহণ করা জরুরি। নাগরিকদের সচেতনতাও এক্ষেত্রে গুরুত্বপূর্ণ ভূমিকা রাখতে পারে। সময়মতো ব্যবস্থা না নিলে ভবিষ্যতে এ সংকট আরও প্রকট আকার ধারণ করতে পারে। বাংলাদেশের স্বাস্থ্য খাতে দীর্ঘদিন ধরে নানা অনিয়ম ও অব্যবস্থাপনার অভিযোগ উঠে আসছে। সরকারি ও বেসরকারি হাসপাতালগুলোতে রোগীরা প্রায়ই প্রয়োজনীয় সেবা থেকে বঞ্চিত হচ্ছেন। চিকিৎসা ব্যয় বৃদ্ধি, ওষুধের মান নিয়ে প্রশ্ন এবং দক্ষ জনবলের অভাব পরিস্থিতিকে আরও জটিল করে তুলেছে। সংশ্লিষ্ট কর্তৃপক্ষের তদারকি জোরদার না হলে সাধারণ মানুষের ভোগান্তি কমবে না। এ বিষয়ে দ্রুত কার্যকর পদক্ষেপ গ্রহণ করা জরুরি। নাগরিকদের সচেতনতাও এক্ষেত্রে গুরুত্বপূর্ণ ভূমিকা রাখতে পারে। সময়মতো ব্যবস্থা না নিলে ভবিষ্যতে এ সংকট আরও প্রকট আকার ধারণ করতে পারে। বাংলাদেশের স্বাস্থ্য খাতে দীর্ঘদিন ধরে নানা অনিয়ম ও অব্যবস্থাপনার অভিযোগ উঠে আসছে। সরকারি ও বেসরকারি হাসপাতালগুলোতে রোগীরা প্রায়ই প্রয়োজনীয় সেবা থেকে বঞ্চিত হচ্ছেন। চিকিৎসা ব্যয় বৃদ্ধি, ওষুধের মান নিয়ে প্রশ্ন এবং দক্ষ জনবলের অভাব পরিস্থিতিকে আরও জটিল করে তুলেছে। সংশ্লিষ্ট কর্তৃপক্ষের তদারকি জোরদার না হলে সাধারণ মানুষের ভোগান্তি কমবে না। এ বিষয়ে দ্রুত কার্যকর পদক্ষেপ গ্রহণ করা জরুরি। নাগরিকদের সচেতনতাও এক্ষেত্রে গুরুত্বপূর্ণ ভূমিকা রাখতে পারে। সময়মতো ব্যবস্থা না নিলে ভবিষ্যতে এ সংকট আরও প্রকট আকার ধারণ করতে পারে।: [4, 464, 164, 630]
prayer-header: ফজর: [34, 112, 44, 117]
editorial-block: [4, 140, 164, 376]
article1-headline-box: [172, 88, 330, 128]
events-heading: ঘটনাবলি :: [4, 456, 26, 462]
section-rule-2: [172, 500, 495, 501]
births-list: বাংলাদেশের স্বাস্থ্য খাতে দীর্ঘদিন ধরে নানা অনিয়ম ও অব্যবস্থাপনার অভিযোগ উঠে আসছে। সরকারি ও বেসরকারি হাসপাতালগুলোতে রোগীরা প্রায়ই প্রয়োজনীয় সেবা থেকে বঞ্চিত হচ্ছেন। চিকিৎসা ব্যয় বৃদ্ধি, ওষুধের মান নিয়ে প্রশ্ন এবং দক্ষ জনবলের অভাব পরিস্থিতিকে আরও জটিল করে তুলেছে। সংশ্লিষ্ট কর্তৃপক্ষের তদারকি জোরদার না হলে সাধারণ মানুষের ভোগান্তি কমবে না। এ বিষয়ে দ্রুত কার্যকর পদক্ষেপ গ্রহণ করা জরুরি। নাগরিকদের সচেতনতাও এক্ষেত্রে গুরুত্বপূর্ণ ভূমিকা রাখতে পারে। সময়মতো ব্যবস্থা না নিলে ভবিষ্যতে এ সংকট আরও প্রকট আকার ধারণ করতে পারে। বাংলাদেশের স্বাস্থ্য খাতে দীর্ঘদিন ধরে নানা অনিয়ম ও অব্যবস্থাপনার অভিযোগ উঠে আসছে। সরকারি ও বেসরকারি হাসপাতালগুলোতে রোগীরা প্রায়ই প্রয়োজনীয় সেবা থেকে বঞ্চিত হচ্ছেন। চিকিৎসা ব্যয় বৃদ্ধি, ওষুধের মান নিয়ে প্রশ্ন এবং দক্ষ জনবলের অভাব পরিস্থিতিকে আরও জটিল করে তুলেছে। সংশ্লিষ্ট কর্তৃপ: [4, 645, 164, 685]
prayer-table-title: নামাজের সময়সূচি: [5, 101, 163, 110]
page-header: [0, 0, 500, 40]
article3-headline: প্রতিবাদের ভাষা অশ্লীল হবে কেন?: [172, 508, 250, 535]
section-rule-1: [172, 312, 495, 313]
quote-source: দুরূদ নিয়ম। আয়াত : ৩১: [124, 95, 164, 100]
article3-author: শাহানা হুদা রঞ্জনা: [220, 578, 256, 584]
article1-byline: [178, 130, 326, 170]
deaths-list: বাংলাদেশের স্বাস্থ্য খাতে দীর্ঘদিন ধরে নানা অনিয়ম ও অব্যবস্থাপনার অভিযোগ উঠে আসছে। সরকারি ও বেসরকারি হাসপাতালগুলোতে রোগীরা প্রায়ই প্রয়োজনীয় সেবা থেকে বঞ্চিত হচ্ছেন। চিকিৎসা ব্যয় বৃদ্ধি, ওষুধের মান নিয়ে প্রশ্ন এবং দক্ষ জনবলের অভাব পরিস্থিতিকে আরও জটিল করে তুলেছে। সংশ্লিষ্ট কর্তৃপক্ষের তদারকি জোরদার না হলে সাধারণ মানুষের ভোগান্তি কমবে না। এ বিষয়ে দ্রুত কার্যকর পদক্ষেপ গ্রহণ করা জরুরি। নাগরিকদের সচেতনতাও এক্ষেত্রে গুরুত্বপূর্ণ ভূমিকা রাখতে পারে। সময়মতো ব্যবস্থা না নিলে ভবিষ্যতে এ সংকট আরও প্রকট আকার ধারণ করতে পারে। বাংলাদেশের স্বাস্থ্য খাতে দীর্ঘদিন ধরে নানা অনিয়ম ও অব্যবস্থাপনার অভিযোগ উঠে আস: [4, 696, 164, 726]
article2-body: বাংলাদেশের স্বাস্থ্য খাতে দীর্ঘদিন ধরে নানা অনিয়ম ও অব্যবস্থাপনার অভিযোগ উঠে আসছে। সরকারি ও বেসরকারি হাসপাতালগুলোতে রোগীরা প্রায়ই প্রয়োজনীয় সেবা থেকে বঞ্চিত হচ্ছেন। চিকিৎসা ব্যয় বৃদ্ধি, ওষুধের মান নিয়ে প্রশ্ন এবং দক্ষ জনবলের অভাব পরিস্থিতিকে আরও জটিল করে তুলেছে। সংশ্লিষ্ট কর্তৃপক্ষের তদারকি জোরদার না হলে সাধারণ মানুষের ভোগান্তি কমবে না। এ বিষয়ে দ্রুত কার্যকর পদক্ষেপ গ্রহণ করা জরুরি। নাগরিকদের সচেতনতাও এক্ষেত্রে গুরুত্বপূর্ণ ভূমিকা রাখতে পারে। সময়মতো ব্যবস্থা না নিলে ভবিষ্যতে এ সংকট আরও প্রকট আকার ধারণ করতে পারে। বাংলাদেশের স্বাস্থ্য খাতে দীর্ঘদিন ধরে নানা অনিয়ম ও অব্যবস্থাপনার অভিযোগ উঠে আসছে। সরকারি ও বেসরকারি হাসপাতালগুলোতে রোগীরা প্রায়ই প্রয়োজনীয় সেবা থেকে বঞ্চিত হচ্ছেন। চিকিৎসা ব্যয় বৃদ্ধি, ওষুধের মান নিয়ে প্রশ্ন এবং দক্ষ জনবলের অভাব পরিস্থিতিকে আরও জটিল করে তুলেছে। সংশ্লিষ্ট কর্তৃপক্ষের তদারকি জোরদার না হলে সাধারণ মানুষের ভোগান্তি কমবে না। এ বিষয়ে দ্রুত কার্যকর পদক্ষেপ গ্রহণ করা জরুরি। নাগরিকদের সচেতনতাও এক্ষেত্রে গুরুত্বপূর্ণ ভূমিকা রাখতে পারে। সময়মতো ব্যবস্থা না নিলে ভবিষ্যতে এ সংকট আরও প্রকট আকার ধারণ করতে পারে। বাংলাদেশের স্বাস্থ্য খাতে দীর্ঘদিন ধরে নানা অনিয়ম ও অব্যবস্থাপনার অভিযোগ উঠে আসছে। সরকারি ও বেসরকারি হাসপাতালগুলোতে রোগীরা প্রায়ই প্রয়োজনীয় সেবা থেকে বঞ্চিত হচ্ছেন। চিকিৎসা ব্যয় বৃদ্ধি, ওষুধের মান নিয়ে প্রশ্ন এবং দক্ষ জনবলের অভাব পরিস্থিতিকে আরও জটিল করে তুলেছে। সংশ্লিষ্ট কর্তৃপক্ষের তদারকি জোরদার না হলে সাধারণ মানুষের ভোগান্তি কমবে না। এ বিষয়ে দ্রুত কার্যকর পদক্ষেপ গ্রহণ করা জরুরি। নাগরিকদের সচেতনতাও এক্ষেত্রে গুরুত্বপূর্ণ ভূমিকা রাখতে পারে। সময়মতো ব্যবস্থা না: [172, 416, 332, 493]
editorial-headline: স্বাস্থ্য খাতে জবাবদিহি ও তদারকির অভাব রোগীদের ঝুঁকি বাড়িয়েছে: [15, 177, 153, 201]
births-heading: জন্ম :: [4, 637, 16, 643]
prayer-time: ১২:০০: [60, 123, 73, 128]
article1-body: বাংলাদেশের স্বাস্থ্য খাতে দীর্ঘদিন ধরে নানা অনিয়ম ও অব্যবস্থাপনার অভিযোগ উঠে আসছে। সরকারি ও বেসরকারি হাসপাতালগুলোতে রোগীরা প্রায়ই প্রয়োজনীয় সেবা থেকে বঞ্চিত হচ্ছেন। চিকিৎসা ব্যয় বৃদ্ধি, ওষুধের মান নিয়ে প্রশ্ন এবং দক্ষ জনবলের অভাব পরিস্থিতিকে আরও জটিল করে তুলেছে। সংশ্লিষ্ট কর্তৃপক্ষের তদারকি জোরদার না হলে সাধারণ মানুষের ভোগান্তি কমবে না। এ বিষয়ে দ্রুত কার্যকর পদক্ষেপ গ্রহণ করা জরুরি। নাগরিকদের সচেতনতাও এক্ষেত্রে গুরুত্বপূর্ণ ভূমিকা রাখতে পারে। সময়মতো ব্যবস্থা না নিলে ভবিষ্যতে এ সংকট আরও প্রকট আকার ধারণ করতে পারে। বাংলাদেশের স্বাস্থ্য খাতে দীর্ঘদিন ধরে নানা অনিয়ম ও অব্যবস্থাপনার অভিযোগ উঠে আসছে। সরকারি ও বেসরকারি হাসপাতালগুলোতে রোগীরা প্রায়ই প্রয়োজনীয় সেবা থেকে বঞ্চিত হচ্ছেন। চিকিৎসা ব্যয় বৃদ্ধি, ওষুধের মান নিয়ে প্রশ্ন এবং দক্ষ জনবলের অভাব পরিস্থিতিকে আরও জটিল করে তুলেছে। সংশ্লিষ্ট কর্তৃপক্ষের তদারকি জোরদার না হলে সাধারণ মানুষের ভোগান্তি কমবে না। এ বিষয়ে দ্রুত কার্যকর পদক্ষেপ গ্রহণ করা জরুরি। নাগরিকদের সচেতনতাও এক্ষেত্রে গুরুত্বপূর্ণ ভূমিকা রাখতে পারে। সময়মতো ব্যবস্থা না নিলে ভবিষ্যতে এ সংকট আরও প্রকট আকার ধারণ করতে পারে। বাংলাদেশের স্বাস্থ্য খাতে দীর্ঘদিন ধরে নানা অনিয়ম ও অব্যবস্থাপনার অভিযোগ উঠে আসছে। সরকারি ও বেসরকারি হাসপাতালগুলোতে রোগীরা প্রায়ই প্রয়োজনীয় সেবা থেকে বঞ্চিত হচ্ছেন। চিকিৎসা ব্যয় বৃদ্ধি, ওষুধের মান নিয়ে প্রশ্ন এবং দক্ষ জনবলের অভাব পরিস্থিতিকে আরও জটিল করে তুলেছে। সংশ্লিষ্ট কর্তৃপক্ষের তদারকি জোরদার না হলে সাধারণ মানুষের ভোগান্তি কমবে না। এ বিষয়ে দ্রুত কার্যকর পদক্ষেপ গ্রহণ করা জরুরি। নাগরিকদের সচেতনতাও এক্ষেত্রে গুরুত্বপূর্ণ ভূমিকা রাখতে পারে। সময়মতো ব্যবস্থা না নিলে ভবিষ্যতে এ সংকট আরও প্রকট আকার ধারণ করতে পারে। বাংলাদেশের স্বাস্থ্য খাতে দীর্ঘদিন ধরে নানা অনিয়ম ও অব্যবস্থাপনার অভিযোগ উঠে আসছে। সরকারি ও বেসরকারি হাসপাতালগুলোতে রোগীরা প্রায়ই প্রয়োজনীয় সেবা থেকে বঞ্চিত হচ্ছেন। চিকিৎসা ব্যয় বৃদ্ধি, ওষুধের মান নিয়ে প্রশ্ন এবং দক্ষ জনবলের অভাব পরিস্থিতিকে আরও জটিল করে তুলেছে। সংশ্লিষ্ট কর্তৃপক্ষের তদারকি জোরদার না হলে সাধারণ মানুষের ভোগান্তি কমবে না। এ বিষয়ে দ্রুত কার্যকর পদক্ষেপ গ্রহণ করা জরুরি। নাগরিকদের সচেতনতাও এক্ষেত্রে গুরুত্বপূর্ণ ভূমিকা রাখতে পারে। সময়মতো ব্যবস্থা না নিলে ভবিষ্যতে এ সংকট আরও প্রকট আকার ধারণ করতে পারে। বাংলাদেশের স্বাস্থ্য খাতে দীর্ঘদিন ধরে নানা অনিয়ম ও অব্যবস্থাপনার অভিযোগ উঠে আসছে। সরকারি ও বেসরকারি হাসপাতালগুলোতে রোগীরা প্রায়ই প্রয়োজনীয় সেবা থেকে বঞ্চিত হচ্ছেন। চিকিৎসা ব্যয় বৃদ্ধি, ওষুধের মান নিয়ে প্রশ্ন এবং দক্ষ জনবলের অভাব পরিস্থিতিকে আরও জটিল করে তুলেছে। সংশ্লিষ্ট কর্তৃপক্ষের তদারকি জোরদার না হলে সাধারণ মানুষের ভোগান্তি কমবে না। এ বিষয়ে দ্রুত কার্যকর পদক্ষেপ গ্রহণ করা জরুরি। নাগরিকদের সচেতনতাও এক্ষেত্রে গুরুত্বপূর্ণ ভূমিকা রাখতে পারে। সময়মতো ব্যবস্থা না নিলে ভবিষ্যতে এ সংকট আরও প্রকট: [172, 174, 330, 309]
page-number: 8: [4, 5, 24, 23]
author-photo: [178, 132, 210, 168]
article1-headline: পরিবর্তিত বিশ্বব্যবস্থায় ব্রিকসের নতুন অঙ্গীকার: [183, 88, 319, 115]
brand-box: [410, 4, 496, 24]
quote-block: [4, 38, 164, 102]
